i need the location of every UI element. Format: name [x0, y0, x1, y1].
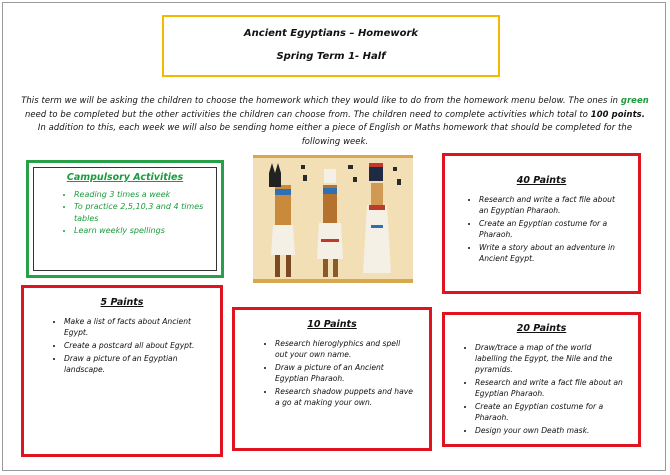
- egyptian-picture: [253, 155, 413, 283]
- list-item: • Make a list of facts about Ancient Egypt.: [64, 316, 204, 338]
- points-10-list: [235, 338, 429, 408]
- points-5-list: [24, 316, 220, 375]
- points-5-heading: 5 Paints: [100, 297, 144, 308]
- compulsory-inner-frame: [33, 167, 217, 271]
- list-item: • Write a story about an adventure in Ancient Egypt.: [479, 242, 624, 264]
- compulsory-heading: Campulsory Activities: [66, 172, 184, 183]
- compulsory-list: [34, 189, 216, 237]
- list-item: • Create an Egyptian costume for a Pharaoh.: [479, 218, 624, 240]
- intro-paragraph: [20, 94, 650, 148]
- points-20-box: [442, 312, 641, 447]
- page-title: Ancient Egyptians – Homework: [243, 28, 419, 39]
- points-20-list: [445, 342, 638, 436]
- compulsory-activities-box: [26, 160, 224, 278]
- points-40-heading: 40 Paints: [516, 175, 567, 186]
- list-item: • Research and write a fact file about an Egyptian Pharaoh.: [475, 377, 624, 399]
- intro-points-total: 100 points.: [590, 108, 646, 119]
- list-item: • Research shadow puppets and have a go at making your own.: [275, 386, 415, 408]
- points-40-box: [442, 153, 641, 294]
- title-box: [162, 15, 500, 77]
- list-item: • Draw a picture of an Egyptian landscape.: [64, 353, 204, 375]
- points-20-heading: 20 Paints: [516, 323, 567, 334]
- points-10-box: [232, 307, 432, 451]
- list-item: • Research hieroglyphics and spell out your own name.: [275, 338, 415, 360]
- points-5-box: [21, 285, 223, 457]
- list-item: • Research and write a fact file about an Egyptian Pharaoh.: [479, 194, 624, 216]
- list-item: • Design your own Death mask.: [475, 425, 624, 436]
- intro-text-3: In addition to this, each week we will also be sending home either a piece of English or Maths homework that should be completed for the following week.: [37, 122, 633, 146]
- list-item: • To practice 2,5,10,3 and 4 times tables: [74, 201, 216, 225]
- list-item: • Draw a picture of an Ancient Egyptian Pharaoh.: [275, 362, 415, 384]
- list-item: • Draw/trace a map of the world labelling the Egypt, the Nile and the pyramids.: [475, 342, 624, 375]
- intro-text-1: This term we will be asking the children to choose the homework which they would like to do from the homework menu below. The ones in: [21, 95, 621, 105]
- list-item: • Create an Egyptian costume for a Pharaoh.: [475, 401, 624, 423]
- intro-green-word: green: [620, 95, 649, 105]
- page-subtitle: Spring Term 1- Half: [276, 51, 386, 62]
- list-item: • Create a postcard all about Egypt.: [64, 340, 204, 351]
- list-item: • Reading 3 times a week: [74, 189, 216, 201]
- points-10-heading: 10 Paints: [307, 319, 357, 330]
- points-40-list: [445, 194, 638, 264]
- list-item: • Learn weekly spellings: [74, 225, 216, 237]
- intro-text-2: need to be completed but the other activities the children can choose from. The children need to complete activities which total to: [24, 108, 591, 119]
